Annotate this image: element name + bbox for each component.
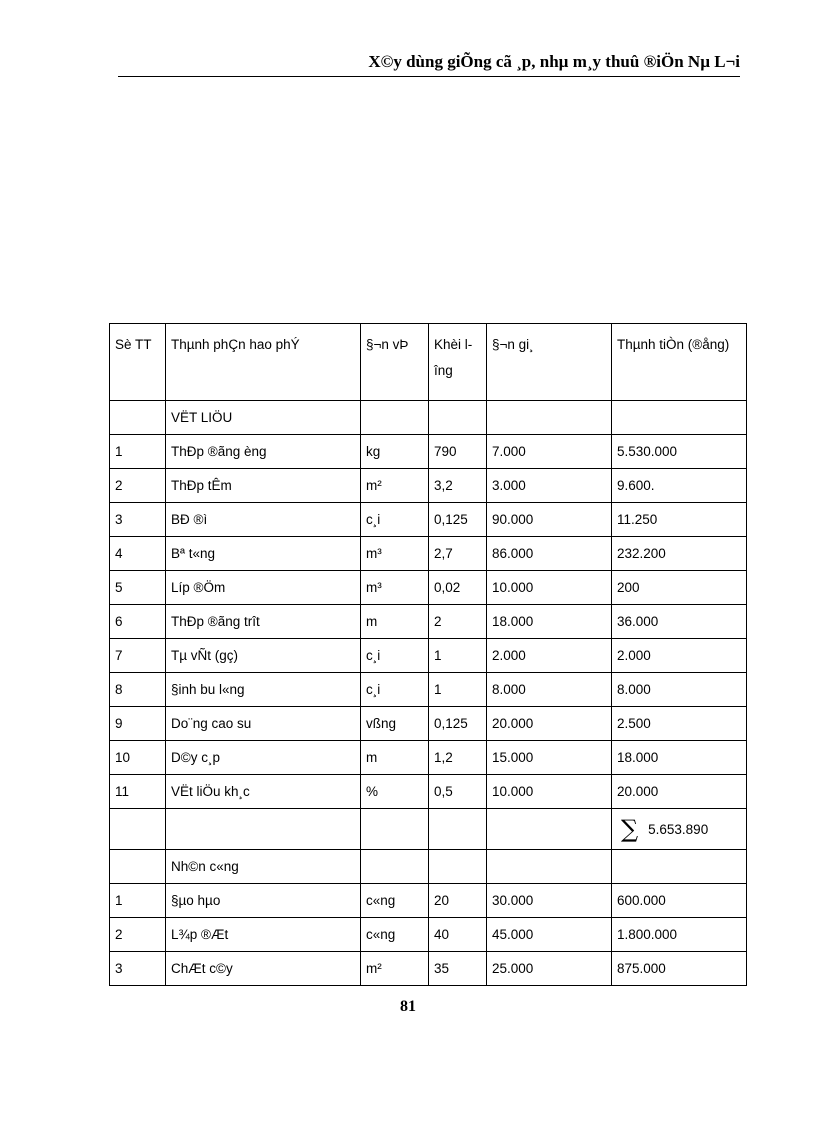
row-stt-cell: 2 [110, 918, 166, 952]
row-amount-cell: 600.000 [612, 884, 747, 918]
row-quantity-cell: 0,125 [429, 707, 487, 741]
row-quantity-cell: 0,5 [429, 775, 487, 809]
section-total-empty-cell [166, 809, 361, 850]
section-total-cell [612, 809, 747, 850]
row-component-cell: ChÆt c©y [166, 952, 361, 986]
row-stt-cell: 6 [110, 605, 166, 639]
row-unit-price-cell: 2.000 [487, 639, 612, 673]
section-title-empty-cell [612, 850, 747, 884]
section-title-empty-cell [361, 850, 429, 884]
row-unit-cell: m³ [361, 537, 429, 571]
row-unit-cell: m [361, 605, 429, 639]
section-title-empty-cell [487, 401, 612, 435]
section-title: Nh©n c«ng [166, 850, 361, 884]
section-title-empty-cell [429, 401, 487, 435]
row-component-cell: ThÐp ®ãng trît [166, 605, 361, 639]
row-amount-cell: 1.800.000 [612, 918, 747, 952]
row-quantity-cell: 20 [429, 884, 487, 918]
row-quantity-cell: 1 [429, 639, 487, 673]
row-quantity-cell: 2,7 [429, 537, 487, 571]
row-unit-price-cell: 3.000 [487, 469, 612, 503]
header-cell-unit-price: §¬n gi¸ [487, 324, 612, 401]
row-component-cell: Do¨ng cao su [166, 707, 361, 741]
row-quantity-cell: 35 [429, 952, 487, 986]
row-amount-cell: 8.000 [612, 673, 747, 707]
row-component-cell: VËt liÖu kh¸c [166, 775, 361, 809]
page-number: 81 [400, 998, 416, 1015]
table-row [110, 741, 747, 775]
row-component-cell: Líp ®Öm [166, 571, 361, 605]
row-component-cell: ThÐp ®ãng èng [166, 435, 361, 469]
row-quantity-cell: 790 [429, 435, 487, 469]
row-stt-cell: 2 [110, 469, 166, 503]
row-amount-cell: 2.500 [612, 707, 747, 741]
row-unit-price-cell: 20.000 [487, 707, 612, 741]
row-quantity-cell: 1,2 [429, 741, 487, 775]
row-unit-cell: m [361, 741, 429, 775]
header-cell-component: Thµnh phÇn hao phÝ [166, 324, 361, 401]
section-title-empty-cell [612, 401, 747, 435]
row-unit-price-cell: 45.000 [487, 918, 612, 952]
table-row [110, 435, 747, 469]
header-cell-unit: §¬n vÞ [361, 324, 429, 401]
row-unit-cell: m² [361, 952, 429, 986]
row-unit-price-cell: 18.000 [487, 605, 612, 639]
row-stt-cell: 5 [110, 571, 166, 605]
section-title-empty-cell [361, 401, 429, 435]
row-quantity-cell: 40 [429, 918, 487, 952]
row-stt-cell: 4 [110, 537, 166, 571]
row-amount-cell: 875.000 [612, 952, 747, 986]
row-unit-price-cell: 86.000 [487, 537, 612, 571]
table-row [110, 605, 747, 639]
row-component-cell: L¾p ®Æt [166, 918, 361, 952]
row-amount-cell: 18.000 [612, 741, 747, 775]
row-unit-cell: c¸i [361, 673, 429, 707]
row-unit-price-cell: 10.000 [487, 775, 612, 809]
table-row [110, 673, 747, 707]
header-rule [118, 76, 740, 77]
table-row [110, 537, 747, 571]
row-unit-cell: c¸i [361, 639, 429, 673]
row-unit-cell: % [361, 775, 429, 809]
row-component-cell: Bª t«ng [166, 537, 361, 571]
row-quantity-cell: 1 [429, 673, 487, 707]
row-unit-price-cell: 25.000 [487, 952, 612, 986]
row-stt-cell: 7 [110, 639, 166, 673]
table-row [110, 469, 747, 503]
row-stt-cell: 3 [110, 503, 166, 537]
row-quantity-cell: 0,02 [429, 571, 487, 605]
section-title-row [110, 850, 747, 884]
section-total-value: 5.653.890 [648, 822, 709, 837]
row-stt-cell: 3 [110, 952, 166, 986]
table-row [110, 918, 747, 952]
row-quantity-cell: 2 [429, 605, 487, 639]
row-unit-price-cell: 8.000 [487, 673, 612, 707]
section-total-empty-cell [487, 809, 612, 850]
section-title-empty-cell [110, 850, 166, 884]
row-component-cell: BÐ ®ì [166, 503, 361, 537]
row-stt-cell: 8 [110, 673, 166, 707]
header-cell-quantity: Khèi lîng [429, 324, 487, 401]
row-unit-cell: m³ [361, 571, 429, 605]
table-header-row [110, 324, 747, 401]
section-title-empty-cell [429, 850, 487, 884]
row-amount-cell: 232.200 [612, 537, 747, 571]
row-stt-cell: 9 [110, 707, 166, 741]
section-total-empty-cell [429, 809, 487, 850]
table-row [110, 775, 747, 809]
cost-table-body [110, 324, 747, 986]
row-amount-cell: 11.250 [612, 503, 747, 537]
section-total-empty-cell [361, 809, 429, 850]
row-amount-cell: 200 [612, 571, 747, 605]
row-stt-cell: 10 [110, 741, 166, 775]
row-component-cell: §µo hµo [166, 884, 361, 918]
table-row [110, 639, 747, 673]
row-unit-cell: c«ng [361, 918, 429, 952]
section-title-empty-cell [487, 850, 612, 884]
row-component-cell: Tµ vÑt (gç) [166, 639, 361, 673]
section-title: VËT LIÖU [166, 401, 361, 435]
cost-table [109, 323, 747, 986]
row-quantity-cell: 3,2 [429, 469, 487, 503]
row-unit-cell: c¸i [361, 503, 429, 537]
row-stt-cell: 11 [110, 775, 166, 809]
section-total-row [110, 809, 747, 850]
table-row [110, 707, 747, 741]
row-amount-cell: 5.530.000 [612, 435, 747, 469]
section-title-empty-cell [110, 401, 166, 435]
header-cell-amount: Thµnh tiÒn (®ång) [612, 324, 747, 401]
row-component-cell: §inh bu l«ng [166, 673, 361, 707]
section-title-row [110, 401, 747, 435]
sum-icon: ∑ [621, 815, 639, 843]
row-unit-price-cell: 7.000 [487, 435, 612, 469]
row-unit-cell: m² [361, 469, 429, 503]
row-amount-cell: 36.000 [612, 605, 747, 639]
section-total-empty-cell [110, 809, 166, 850]
header-cell-stt: Sè TT [110, 324, 166, 401]
running-header: X©y dùng giÕng cã ¸p, nhµ m¸y thuû ®iÖn Nµ L¬i [368, 52, 740, 71]
table-row [110, 571, 747, 605]
row-amount-cell: 2.000 [612, 639, 747, 673]
row-quantity-cell: 0,125 [429, 503, 487, 537]
row-unit-price-cell: 15.000 [487, 741, 612, 775]
row-amount-cell: 9.600. [612, 469, 747, 503]
row-unit-price-cell: 10.000 [487, 571, 612, 605]
row-unit-price-cell: 30.000 [487, 884, 612, 918]
row-component-cell: ThÐp tÊm [166, 469, 361, 503]
table-row [110, 884, 747, 918]
row-component-cell: D©y c¸p [166, 741, 361, 775]
row-unit-cell: c«ng [361, 884, 429, 918]
row-stt-cell: 1 [110, 435, 166, 469]
row-unit-price-cell: 90.000 [487, 503, 612, 537]
row-unit-cell: kg [361, 435, 429, 469]
row-amount-cell: 20.000 [612, 775, 747, 809]
row-stt-cell: 1 [110, 884, 166, 918]
row-unit-cell: vßng [361, 707, 429, 741]
table-row [110, 503, 747, 537]
table-row [110, 952, 747, 986]
